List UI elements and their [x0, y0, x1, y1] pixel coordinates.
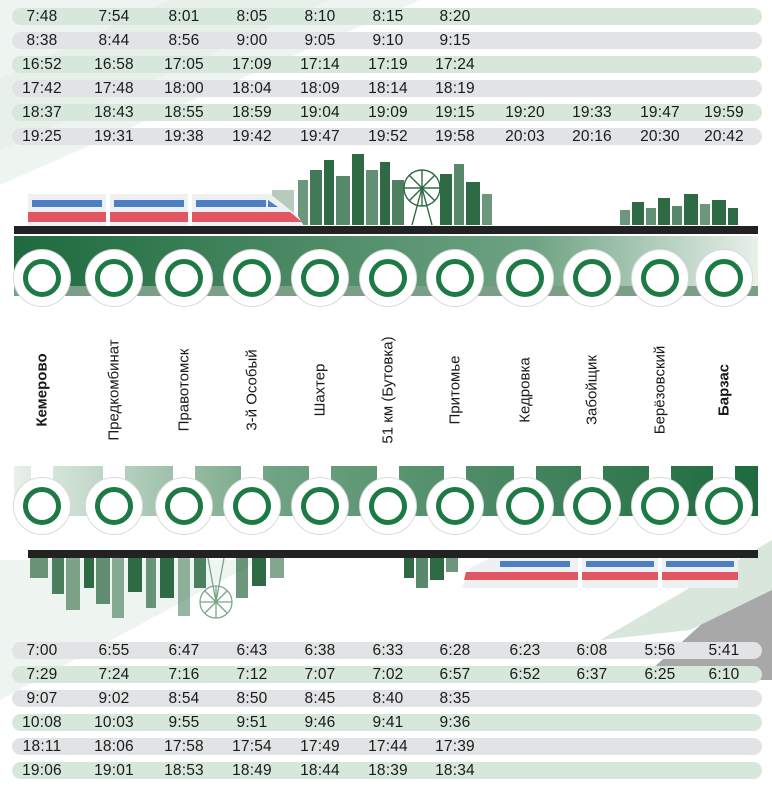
table-row	[12, 56, 762, 73]
station-item	[696, 250, 752, 532]
city-skyline-icon	[30, 558, 458, 618]
station-name: Предкомбинат	[105, 339, 123, 441]
station-marker-top	[360, 250, 416, 306]
time-cell: 19:09	[368, 104, 408, 121]
time-cell: 9:51	[236, 714, 268, 731]
time-cell: 19:25	[22, 128, 62, 145]
time-cell: 8:38	[26, 32, 58, 49]
station-marker-top	[292, 250, 348, 306]
station-name: Забойщик	[583, 355, 601, 425]
time-cell: 19:15	[435, 104, 475, 121]
station-marker-bottom	[224, 478, 280, 534]
time-cell: 19:52	[368, 128, 408, 145]
time-cell: 6:28	[439, 642, 471, 659]
station-marker-top	[497, 250, 553, 306]
time-cell: 18:11	[22, 738, 62, 755]
station-marker-top	[696, 250, 752, 306]
time-cell: 19:47	[300, 128, 340, 145]
station-item	[427, 250, 483, 532]
time-cell: 6:52	[509, 666, 541, 683]
station-marker-bottom	[427, 478, 483, 534]
station-item	[224, 250, 280, 532]
station-marker-bottom	[86, 478, 142, 534]
time-cell: 17:19	[368, 56, 408, 73]
ferris-wheel-icon	[404, 170, 440, 225]
station-name: 51 км (Бутовка)	[379, 336, 397, 444]
time-cell: 9:00	[236, 32, 268, 49]
station-name: 3-й Особый	[243, 349, 261, 431]
time-cell: 6:23	[509, 642, 541, 659]
time-cell: 19:06	[22, 762, 62, 779]
time-cell: 8:40	[372, 690, 404, 707]
time-cell: 5:41	[708, 642, 740, 659]
station-item	[14, 250, 70, 532]
station-item	[292, 250, 348, 532]
station-marker-top	[224, 250, 280, 306]
time-cell: 9:46	[304, 714, 336, 731]
time-cell: 9:55	[168, 714, 200, 731]
table-row	[12, 80, 762, 97]
time-cell: 17:48	[94, 80, 134, 97]
station-name: Кедровка	[516, 357, 534, 423]
table-row	[12, 128, 762, 145]
time-cell: 8:44	[98, 32, 130, 49]
time-cell: 7:07	[304, 666, 336, 683]
train-icon	[28, 194, 304, 226]
station-marker-bottom	[564, 478, 620, 534]
time-cell: 8:01	[168, 8, 200, 25]
time-cell: 6:25	[644, 666, 676, 683]
station-item	[497, 250, 553, 532]
bottom-scene	[0, 548, 772, 628]
time-cell: 18:09	[300, 80, 340, 97]
station-marker-top	[564, 250, 620, 306]
time-cell: 18:06	[94, 738, 134, 755]
time-cell: 19:58	[435, 128, 475, 145]
station-marker-bottom	[156, 478, 212, 534]
time-cell: 8:10	[304, 8, 336, 25]
table-row	[12, 666, 762, 683]
time-cell: 7:24	[98, 666, 130, 683]
time-cell: 8:15	[372, 8, 404, 25]
station-marker-top	[632, 250, 688, 306]
time-cell: 6:10	[708, 666, 740, 683]
table-row	[12, 642, 762, 659]
time-cell: 19:01	[94, 762, 134, 779]
time-cell: 7:48	[26, 8, 58, 25]
time-cell: 6:08	[576, 642, 608, 659]
table-row	[12, 738, 762, 755]
time-cell: 6:47	[168, 642, 200, 659]
time-cell: 19:59	[704, 104, 744, 121]
station-marker-bottom	[360, 478, 416, 534]
time-cell: 18:14	[368, 80, 408, 97]
time-cell: 8:50	[236, 690, 268, 707]
station-name: Правотомск	[175, 348, 193, 432]
time-cell: 6:38	[304, 642, 336, 659]
time-cell: 18:34	[435, 762, 475, 779]
time-cell: 18:00	[164, 80, 204, 97]
time-cell: 7:00	[26, 642, 58, 659]
time-cell: 20:16	[572, 128, 612, 145]
station-item	[86, 250, 142, 532]
time-cell: 18:37	[22, 104, 62, 121]
time-cell: 6:37	[576, 666, 608, 683]
time-cell: 8:54	[168, 690, 200, 707]
station-marker-bottom	[696, 478, 752, 534]
station-marker-top	[156, 250, 212, 306]
time-cell: 7:12	[236, 666, 268, 683]
time-cell: 18:59	[232, 104, 272, 121]
station-name: Кемерово	[33, 353, 51, 427]
time-cell: 18:39	[368, 762, 408, 779]
station-marker-bottom	[292, 478, 348, 534]
time-cell: 6:33	[372, 642, 404, 659]
time-cell: 19:33	[572, 104, 612, 121]
time-cell: 10:08	[22, 714, 62, 731]
station-item	[564, 250, 620, 532]
time-cell: 20:42	[704, 128, 744, 145]
time-cell: 7:02	[372, 666, 404, 683]
time-cell: 8:20	[439, 8, 471, 25]
train-icon	[462, 558, 738, 588]
time-cell: 19:47	[640, 104, 680, 121]
time-cell: 17:49	[300, 738, 340, 755]
station-name: Шахтер	[311, 363, 329, 417]
time-cell: 16:52	[22, 56, 62, 73]
table-row	[12, 32, 762, 49]
station-item	[360, 250, 416, 532]
time-cell: 17:54	[232, 738, 272, 755]
time-cell: 7:29	[26, 666, 58, 683]
city-skyline-icon	[272, 154, 738, 225]
time-cell: 17:39	[435, 738, 475, 755]
time-cell: 18:19	[435, 80, 475, 97]
time-cell: 20:03	[505, 128, 545, 145]
table-row	[12, 8, 762, 25]
time-cell: 18:43	[94, 104, 134, 121]
time-cell: 17:09	[232, 56, 272, 73]
time-cell: 18:04	[232, 80, 272, 97]
time-cell: 19:04	[300, 104, 340, 121]
table-row	[12, 762, 762, 779]
time-cell: 7:54	[98, 8, 130, 25]
time-cell: 20:30	[640, 128, 680, 145]
time-cell: 8:45	[304, 690, 336, 707]
station-name: Берёзовский	[651, 345, 669, 435]
table-row	[12, 690, 762, 707]
time-cell: 8:56	[168, 32, 200, 49]
station-marker-bottom	[14, 478, 70, 534]
time-cell: 19:31	[94, 128, 134, 145]
time-cell: 9:07	[26, 690, 58, 707]
time-cell: 6:55	[98, 642, 130, 659]
time-cell: 9:36	[439, 714, 471, 731]
time-cell: 17:44	[368, 738, 408, 755]
time-cell: 17:24	[435, 56, 475, 73]
station-item	[156, 250, 212, 532]
station-item	[632, 250, 688, 532]
time-cell: 19:20	[505, 104, 545, 121]
time-cell: 17:58	[164, 738, 204, 755]
time-cell: 16:58	[94, 56, 134, 73]
time-cell: 18:53	[164, 762, 204, 779]
table-row	[12, 104, 762, 121]
time-cell: 10:03	[94, 714, 134, 731]
station-marker-top	[427, 250, 483, 306]
time-cell: 19:42	[232, 128, 272, 145]
time-cell: 9:15	[439, 32, 471, 49]
table-row	[12, 714, 762, 731]
station-name: Притомье	[446, 355, 464, 425]
time-cell: 9:05	[304, 32, 336, 49]
time-cell: 17:05	[164, 56, 204, 73]
time-cell: 18:55	[164, 104, 204, 121]
time-cell: 19:38	[164, 128, 204, 145]
station-marker-top	[86, 250, 142, 306]
time-cell: 9:41	[372, 714, 404, 731]
time-cell: 8:35	[439, 690, 471, 707]
time-cell: 7:16	[168, 666, 200, 683]
station-name: Барзас	[715, 363, 733, 417]
station-marker-top	[14, 250, 70, 306]
time-cell: 17:42	[22, 80, 62, 97]
time-cell: 9:10	[372, 32, 404, 49]
time-cell: 18:49	[232, 762, 272, 779]
time-cell: 6:43	[236, 642, 268, 659]
time-cell: 5:56	[644, 642, 676, 659]
time-cell: 9:02	[98, 690, 130, 707]
station-marker-bottom	[497, 478, 553, 534]
time-cell: 6:57	[439, 666, 471, 683]
time-cell: 17:14	[300, 56, 340, 73]
time-cell: 8:05	[236, 8, 268, 25]
top-scene	[0, 150, 772, 242]
time-cell: 18:44	[300, 762, 340, 779]
station-marker-bottom	[632, 478, 688, 534]
